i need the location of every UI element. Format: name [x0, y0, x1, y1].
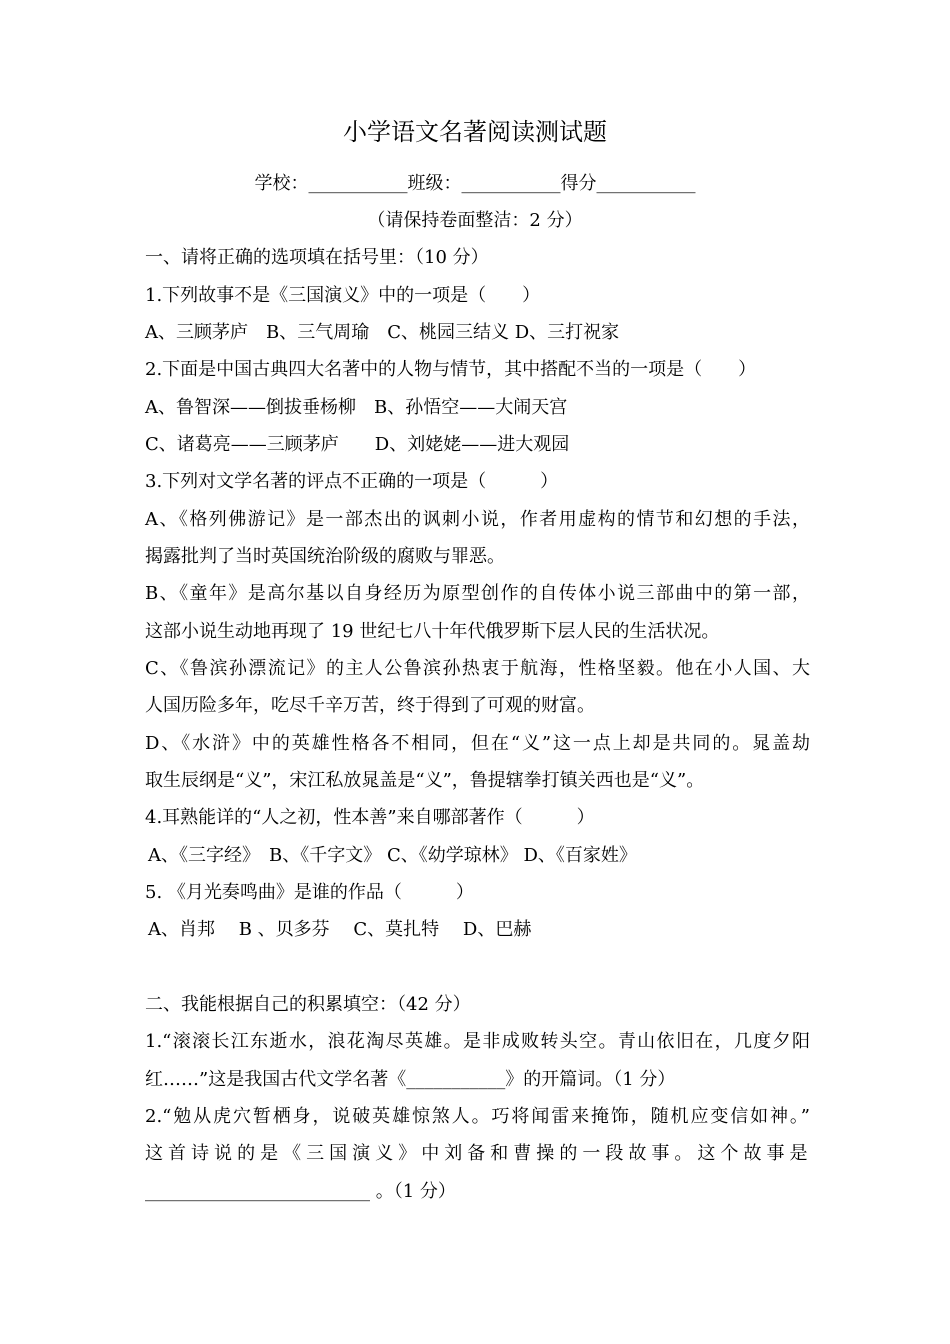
question-1-options: A、三顾茅庐 B、三气周瑜 C、桃园三结义 D、三打祝家: [145, 322, 620, 343]
student-info-line: 学校：___________班级：___________得分___________: [254, 173, 696, 194]
fill-question-2-line2: 这首诗说的是《三国演义》中刘备和曹操的一段故事。这个故事是: [145, 1143, 810, 1164]
question-3-option-b-line2: 这部小说生动地再现了 19 世纪七八十年代俄罗斯下层人民的生活状况。: [145, 621, 720, 642]
page-title: 小学语文名著阅读测试题: [343, 118, 607, 146]
question-3-option-a-line1: A、《格列佛游记》是一部杰出的讽刺小说，作者用虚构的情节和幻想的手法，: [145, 509, 810, 530]
tidy-note: （请保持卷面整洁：2 分）: [367, 210, 583, 231]
fill-question-2-line3: _________________________ 。（1 分）: [145, 1181, 456, 1202]
question-3-option-a-line2: 揭露批判了当时英国统治阶级的腐败与罪恶。: [145, 546, 505, 567]
fill-question-2-line1: 2.“勉从虎穴暂栖身，说破英雄惊煞人。巧将闻雷来掩饰，随机应变信如神。”: [145, 1106, 810, 1127]
question-3: 3.下列对文学名著的评点不正确的一项是（ ）: [145, 471, 559, 492]
question-3-option-d-line2: 取生辰纲是“义”，宋江私放晁盖是“义”，鲁提辖拳打镇关西也是“义”。: [145, 770, 705, 791]
question-5-options: A、肖邦 B 、贝多芬 C、莫扎特 D、巴赫: [148, 919, 532, 940]
question-2: 2.下面是中国古典四大名著中的人物与情节，其中搭配不当的一项是（ ）: [145, 359, 757, 380]
question-3-option-c-line1: C、《鲁滨孙漂流记》的主人公鲁滨孙热衷于航海，性格坚毅。他在小人国、大: [145, 658, 810, 679]
question-3-option-d-line1: D、《水浒》中的英雄性格各不相同，但在“义”这一点上却是共同的。晁盖劫: [145, 733, 810, 754]
question-4-options: A、《三字经》 B、《千字文》 C、《幼学琼林》 D、《百家姓》: [148, 845, 637, 866]
question-5: 5. 《月光奏鸣曲》是谁的作品（ ）: [145, 882, 474, 903]
question-2-options-line1: A、鲁智深——倒拔垂杨柳 B、孙悟空——大闹天宫: [145, 397, 568, 418]
question-2-options-line2: C、诸葛亮——三顾茅庐 D、刘姥姥——进大观园: [145, 434, 570, 455]
section2-heading: 二、我能根据自己的积累填空：（42 分）: [145, 994, 471, 1015]
question-3-option-c-line2: 人国历险多年，吃尽千辛万苦，终于得到了可观的财富。: [145, 695, 595, 716]
question-3-option-b-line1: B、《童年》是高尔基以自身经历为原型创作的自传体小说三部曲中的第一部，: [145, 583, 810, 604]
question-1: 1.下列故事不是《三国演义》中的一项是（ ）: [145, 285, 541, 306]
fill-question-1-line1: 1.“滚滚长江东逝水，浪花淘尽英雄。是非成败转头空。青山依旧在，几度夕阳: [145, 1031, 810, 1052]
section1-heading: 一、请将正确的选项填在括号里：（10 分）: [145, 247, 489, 268]
question-4: 4.耳熟能详的“人之初，性本善”来自哪部著作（ ）: [145, 807, 595, 828]
fill-question-1-line2: 红……”这是我国古代文学名著《___________》的开篇词。（1 分）: [145, 1069, 676, 1090]
